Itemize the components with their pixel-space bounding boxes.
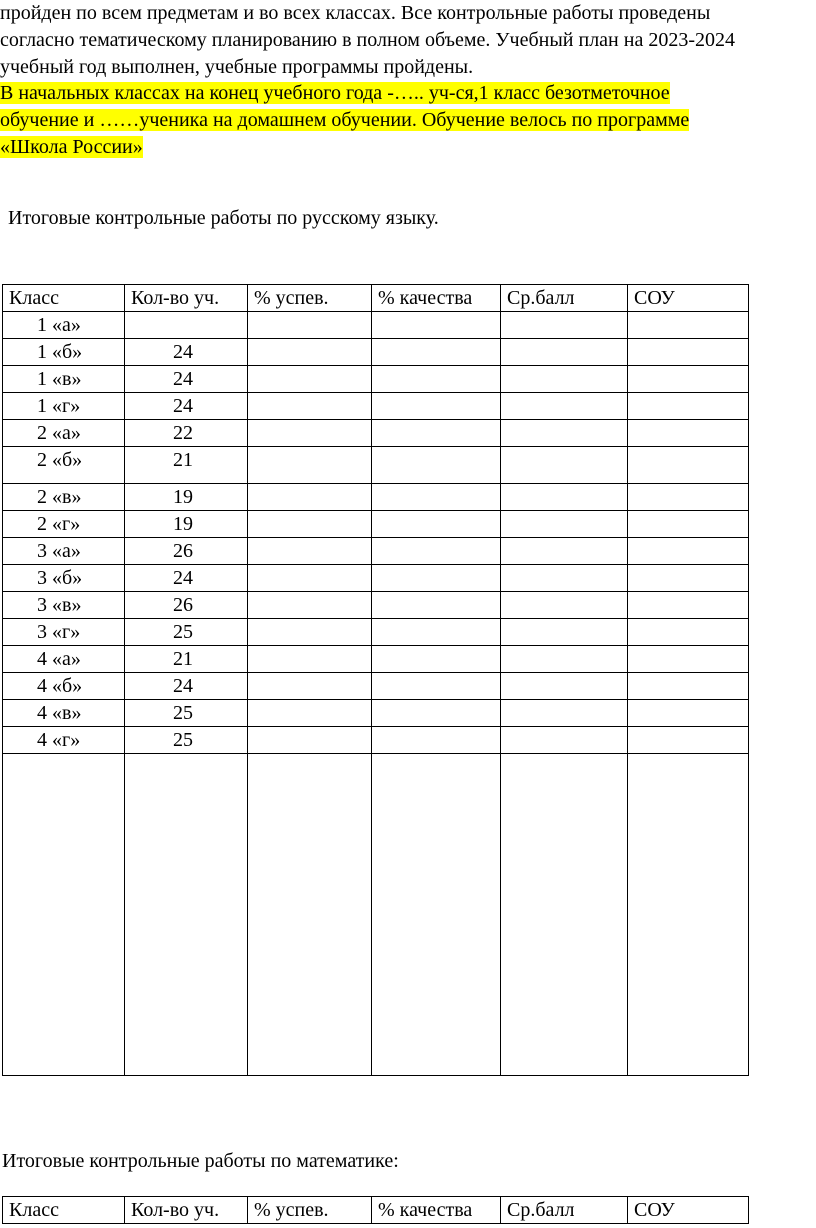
table-row-empty [3,754,749,1076]
intro-line: пройден по всем предметам и во всех классах. Все контрольные работы проведены [0,2,711,24]
quality-cell [372,511,501,538]
header-count: Кол-во уч. [125,1197,248,1224]
table-header-row [3,285,749,312]
quality-cell [372,700,501,727]
sou-cell [628,393,749,420]
count-cell: 26 [125,592,248,619]
math-results-table [2,1196,749,1224]
intro-line: согласно тематическому планированию в полном объеме. Учебный план на 2023-2024 [0,29,735,51]
count-cell: 22 [125,420,248,447]
sou-cell [628,673,749,700]
class-cell: 3 «а» [3,538,125,565]
success-cell [248,447,372,484]
quality-cell [372,592,501,619]
table-row [3,700,749,727]
class-cell: 1 «г» [3,393,125,420]
class-cell: 3 «б» [3,565,125,592]
sou-cell [628,447,749,484]
avg-score-cell [501,484,628,511]
quality-cell [372,673,501,700]
count-cell: 19 [125,511,248,538]
table-row [3,565,749,592]
count-cell: 25 [125,727,248,754]
success-cell [248,700,372,727]
count-cell: 25 [125,619,248,646]
table-row [3,727,749,754]
count-cell: 25 [125,700,248,727]
sou-cell [628,646,749,673]
table-row [3,592,749,619]
class-cell: 4 «б» [3,673,125,700]
class-cell: 4 «а» [3,646,125,673]
quality-cell [372,484,501,511]
header-sou: СОУ [628,1197,749,1224]
header-quality: % качества [372,285,501,312]
avg-score-cell [501,727,628,754]
russian-section-title: Итоговые контрольные работы по русскому языку. [8,207,439,229]
sou-cell [628,592,749,619]
success-cell [248,592,372,619]
class-cell: 1 «б» [3,339,125,366]
highlighted-line: «Школа России» [0,136,143,158]
count-cell [125,754,248,1076]
count-cell: 24 [125,565,248,592]
quality-cell [372,420,501,447]
table-row [3,339,749,366]
quality-cell [372,393,501,420]
sou-cell [628,754,749,1076]
header-quality: % качества [372,1197,501,1224]
avg-score-cell [501,754,628,1076]
sou-cell [628,511,749,538]
class-cell: 1 «в» [3,366,125,393]
class-cell: 3 «г» [3,619,125,646]
success-cell [248,484,372,511]
avg-score-cell [501,511,628,538]
sou-cell [628,538,749,565]
quality-cell [372,366,501,393]
sou-cell [628,366,749,393]
class-cell [3,754,125,1076]
header-success: % успев. [248,285,372,312]
avg-score-cell [501,393,628,420]
count-cell [125,312,248,339]
sou-cell [628,565,749,592]
table-row [3,538,749,565]
highlighted-line: обучение и ……ученика на домашнем обучении. Обучение велось по программе [0,109,690,131]
count-cell: 24 [125,673,248,700]
quality-cell [372,447,501,484]
class-cell: 3 «в» [3,592,125,619]
avg-score-cell [501,538,628,565]
avg-score-cell [501,366,628,393]
header-success: % успев. [248,1197,372,1224]
class-cell: 2 «г» [3,511,125,538]
avg-score-cell [501,646,628,673]
quality-cell [372,312,501,339]
table-row [3,619,749,646]
sou-cell [628,312,749,339]
quality-cell [372,565,501,592]
header-count: Кол-во уч. [125,285,248,312]
table-header-row [3,1197,749,1224]
avg-score-cell [501,420,628,447]
avg-score-cell [501,700,628,727]
header-class: Класс [3,285,125,312]
success-cell [248,565,372,592]
quality-cell [372,754,501,1076]
table-row [3,511,749,538]
header-avg-score: Ср.балл [501,285,628,312]
class-cell: 4 «г» [3,727,125,754]
success-cell [248,420,372,447]
success-cell [248,673,372,700]
table-row [3,646,749,673]
table-row [3,393,749,420]
quality-cell [372,646,501,673]
avg-score-cell [501,312,628,339]
header-sou: СОУ [628,285,749,312]
avg-score-cell [501,673,628,700]
success-cell [248,538,372,565]
avg-score-cell [501,565,628,592]
success-cell [248,339,372,366]
sou-cell [628,420,749,447]
header-class: Класс [3,1197,125,1224]
success-cell [248,619,372,646]
highlighted-line: В начальных классах на конец учебного года -….. уч-ся,1 класс безотметочное [0,82,670,104]
sou-cell [628,339,749,366]
quality-cell [372,339,501,366]
success-cell [248,366,372,393]
count-cell: 26 [125,538,248,565]
math-section-title: Итоговые контрольные работы по математике: [2,1150,399,1172]
sou-cell [628,700,749,727]
avg-score-cell [501,447,628,484]
class-cell: 4 «в» [3,700,125,727]
class-cell: 2 «а» [3,420,125,447]
success-cell [248,754,372,1076]
count-cell: 21 [125,447,248,484]
avg-score-cell [501,619,628,646]
quality-cell [372,538,501,565]
table-row [3,447,749,484]
table-row [3,484,749,511]
count-cell: 21 [125,646,248,673]
table-row [3,312,749,339]
count-cell: 24 [125,393,248,420]
quality-cell [372,727,501,754]
success-cell [248,511,372,538]
sou-cell [628,727,749,754]
sou-cell [628,484,749,511]
count-cell: 24 [125,366,248,393]
intro-paragraph [0,0,816,81]
avg-score-cell [501,339,628,366]
success-cell [248,727,372,754]
success-cell [248,646,372,673]
count-cell: 19 [125,484,248,511]
count-cell: 24 [125,339,248,366]
table-row [3,673,749,700]
class-cell: 2 «б» [3,447,125,484]
intro-line: учебный год выполнен, учебные программы пройдены. [0,56,474,78]
class-cell: 2 «в» [3,484,125,511]
russian-results-table [2,284,749,1076]
sou-cell [628,619,749,646]
header-avg-score: Ср.балл [501,1197,628,1224]
table-row [3,420,749,447]
success-cell [248,312,372,339]
quality-cell [372,619,501,646]
class-cell: 1 «а» [3,312,125,339]
success-cell [248,393,372,420]
table-row [3,366,749,393]
highlighted-paragraph [0,80,816,161]
avg-score-cell [501,592,628,619]
